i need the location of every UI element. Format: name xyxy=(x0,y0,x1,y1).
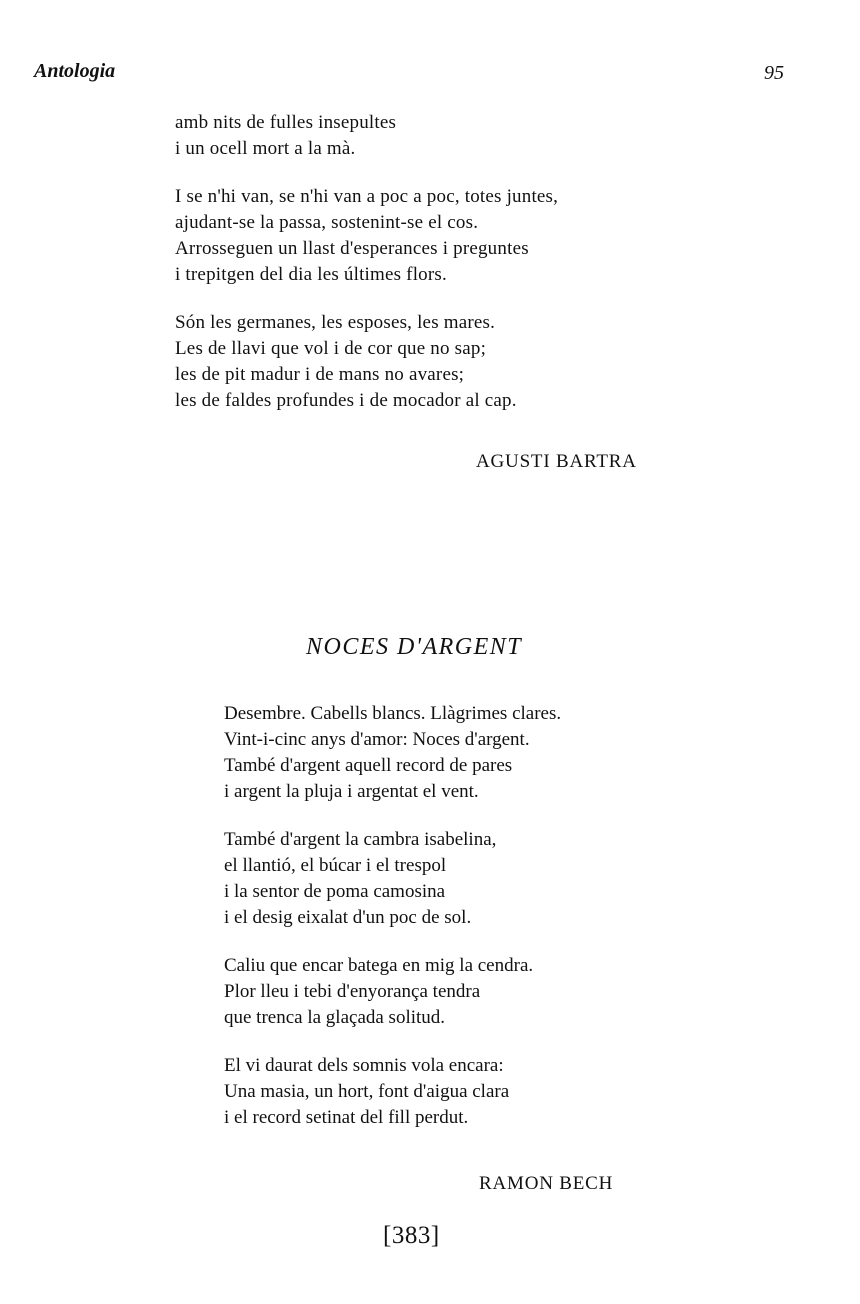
poem-agusti-bartra xyxy=(175,110,558,436)
poem-line: i un ocell mort a la mà. xyxy=(175,138,356,159)
poem-line: També d'argent la cambra isabelina, xyxy=(224,829,497,850)
running-head: Antologia xyxy=(34,60,116,82)
poem-noces-dargent xyxy=(224,701,561,1153)
poem-line: que trenca la glaçada solitud. xyxy=(224,1007,446,1028)
poem-title: NOCES D'ARGENT xyxy=(306,634,523,660)
poem-line: Una masia, un hort, font d'aigua clara xyxy=(224,1081,510,1102)
poem-line: les de pit madur i de mans no avares; xyxy=(175,364,465,385)
poem-line: Les de llavi que vol i de cor que no sap; xyxy=(175,338,487,359)
page-number: 95 xyxy=(764,62,784,84)
poem-author: AGUSTI BARTRA xyxy=(476,451,637,472)
poem-line: i trepitgen del dia les últimes flors. xyxy=(175,264,447,285)
poem-line: Plor lleu i tebi d'enyorança tendra xyxy=(224,981,481,1002)
poem-line: Són les germanes, les esposes, les mares. xyxy=(175,312,496,333)
poem-author: RAMON BECH xyxy=(479,1173,614,1194)
stanza xyxy=(175,110,558,162)
poem-line: ajudant-se la passa, sostenint-se el cos. xyxy=(175,212,479,233)
poem-line: i argent la pluja i argentat el vent. xyxy=(224,781,479,802)
poem-line: i la sentor de poma camosina xyxy=(224,881,446,902)
poem-line: i el record setinat del fill perdut. xyxy=(224,1107,469,1128)
stanza xyxy=(224,1053,561,1131)
poem-line: També d'argent aquell record de pares xyxy=(224,755,513,776)
poem-line: el llantió, el búcar i el trespol xyxy=(224,855,447,876)
poem-line: Desembre. Cabells blancs. Llàgrimes clares. xyxy=(224,703,562,724)
stanza xyxy=(224,701,561,805)
poem-line: i el desig eixalat d'un poc de sol. xyxy=(224,907,472,928)
plate-number: [383] xyxy=(383,1222,440,1249)
poem-line: amb nits de fulles insepultes xyxy=(175,112,397,133)
poem-line: les de faldes profundes i de mocador al cap. xyxy=(175,390,517,411)
poem-line: Vint-i-cinc anys d'amor: Noces d'argent. xyxy=(224,729,530,750)
poem-line: El vi daurat dels somnis vola encara: xyxy=(224,1055,504,1076)
stanza xyxy=(175,184,558,288)
stanza xyxy=(224,953,561,1031)
stanza xyxy=(224,827,561,931)
poem-line: Caliu que encar batega en mig la cendra. xyxy=(224,955,534,976)
poem-line: Arrosseguen un llast d'esperances i preguntes xyxy=(175,238,529,259)
stanza xyxy=(175,310,558,414)
poem-line: I se n'hi van, se n'hi van a poc a poc, totes juntes, xyxy=(175,186,559,207)
